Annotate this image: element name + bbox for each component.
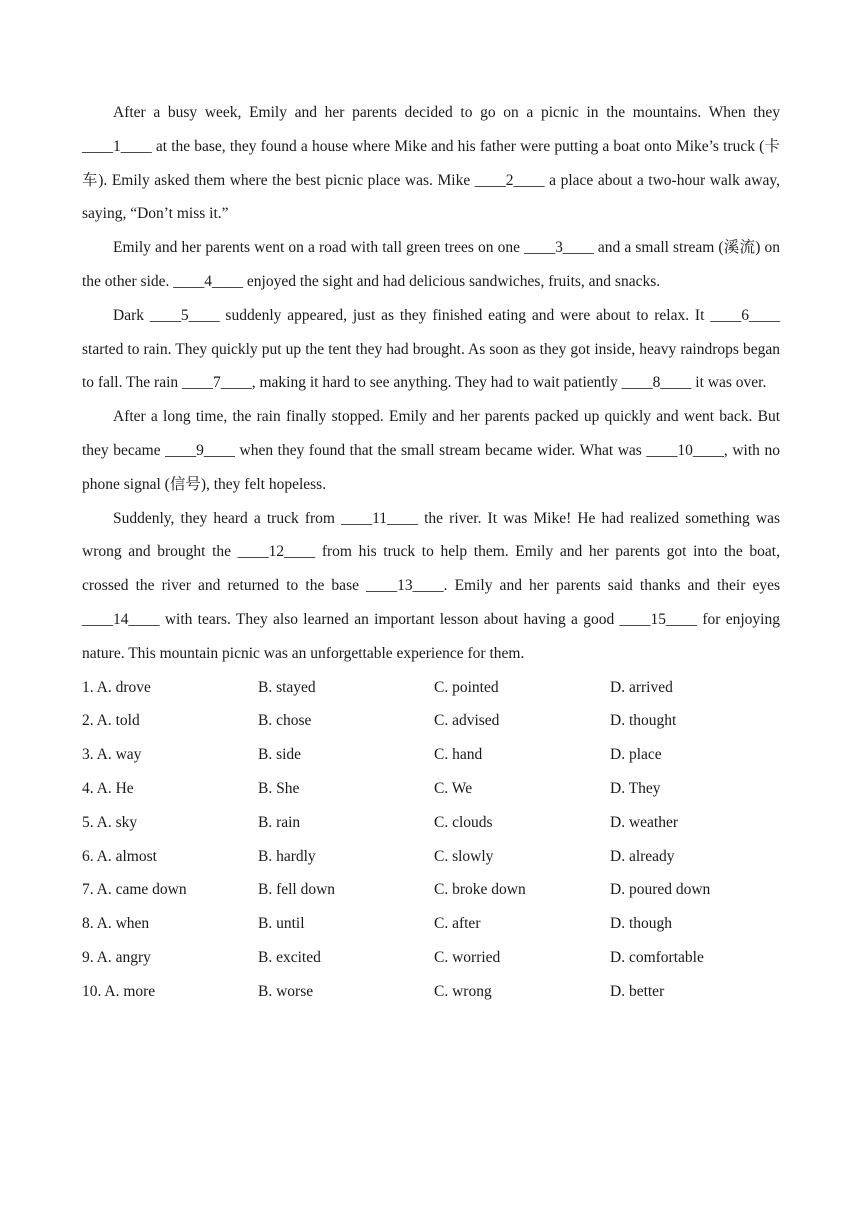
option-b: B. until (258, 915, 305, 933)
passage-paragraph-5: Suddenly, they heard a truck from ____11____ the river. It was Mike! He had realized something was wrong and brought the ____12____ from his truck to help them. Emily and her parents got into the boat, crossed the river and returned to the base ____13____. Emily and her parents said thanks and their eyes ____14____ with tears. They also learned an important lesson about having a good ____15____ for enjoying nature. This mountain picnic was an unforgettable experience for them. (82, 509, 780, 662)
question-row-5 (82, 806, 780, 840)
passage-paragraph-2: Emily and her parents went on a road with tall green trees on one ____3____ and a small stream (溪流) on the other side. ____4____ enjoyed the sight and had delicious sandwiches, fruits, and snacks. (82, 239, 780, 290)
option-b: B. fell down (258, 881, 336, 899)
option-b: B. excited (258, 948, 321, 966)
option-a: 2. A. told (82, 712, 140, 730)
passage-paragraph-4: After a long time, the rain finally stopped. Emily and her parents packed up quickly and went back. But they became ____9____ when they found that the small stream became wider. What was ____10____, with no phone signal (信号), they felt hopeless. (82, 408, 780, 493)
cloze-passage (82, 96, 780, 671)
option-b: B. hardly (258, 847, 316, 865)
question-row-3 (82, 738, 780, 772)
passage-paragraph-3: Dark ____5____ suddenly appeared, just as they finished eating and were about to relax. It ____6____ started to rain. They quickly put up the tent they had brought. As soon as they got inside, heavy raindrops began to fall. The rain ____7____, making it hard to see anything. They had to wait patiently ____8____ it was over. (82, 306, 780, 392)
option-a: 9. A. angry (82, 948, 151, 966)
option-c: C. after (434, 915, 481, 933)
option-a: 8. A. when (82, 915, 150, 933)
question-row-10 (82, 975, 780, 1009)
option-a: 1. A. drove (82, 678, 151, 696)
option-c: C. hand (434, 746, 483, 764)
option-a: 7. A. came down (82, 881, 187, 899)
option-d: D. place (610, 746, 662, 764)
option-a: 4. A. He (82, 779, 134, 797)
option-a: 3. A. way (82, 746, 142, 764)
passage-paragraph-1: After a busy week, Emily and her parents decided to go on a picnic in the mountains. When they ____1____ at the base, they found a house where Mike and his father were putting a boat onto Mike’s truck (卡车). Emily asked them where the best picnic place was. Mike ____2____ a place about a two-hour walk away, saying, “Don’t miss it.” (82, 104, 780, 223)
option-b: B. stayed (258, 678, 316, 696)
document-page (82, 96, 780, 1009)
option-c: C. worried (434, 948, 501, 966)
option-d: D. thought (610, 712, 677, 730)
option-d: D. They (610, 779, 661, 797)
question-row-9 (82, 941, 780, 975)
option-b: B. worse (258, 982, 314, 1000)
option-c: C. pointed (434, 678, 499, 696)
option-c: C. slowly (434, 847, 494, 865)
question-row-8 (82, 907, 780, 941)
option-b: B. rain (258, 813, 301, 831)
option-c: C. We (434, 779, 473, 797)
option-c: C. wrong (434, 982, 492, 1000)
option-d: D. better (610, 982, 665, 1000)
option-d: D. arrived (610, 678, 673, 696)
option-c: C. clouds (434, 813, 493, 831)
option-b: B. She (258, 779, 300, 797)
option-b: B. chose (258, 712, 312, 730)
option-d: D. though (610, 915, 672, 933)
question-row-6 (82, 840, 780, 874)
option-d: D. weather (610, 813, 678, 831)
option-b: B. side (258, 746, 302, 764)
option-d: D. poured down (610, 881, 711, 899)
question-row-4 (82, 772, 780, 806)
option-a: 5. A. sky (82, 813, 138, 831)
option-a: 6. A. almost (82, 847, 157, 865)
option-d: D. already (610, 847, 675, 865)
option-a: 10. A. more (82, 982, 156, 1000)
question-row-2 (82, 704, 780, 738)
option-c: C. advised (434, 712, 500, 730)
question-row-7 (82, 873, 780, 907)
option-d: D. comfortable (610, 948, 704, 966)
option-c: C. broke down (434, 881, 526, 899)
question-row-1 (82, 671, 780, 705)
answer-options (82, 671, 780, 1009)
